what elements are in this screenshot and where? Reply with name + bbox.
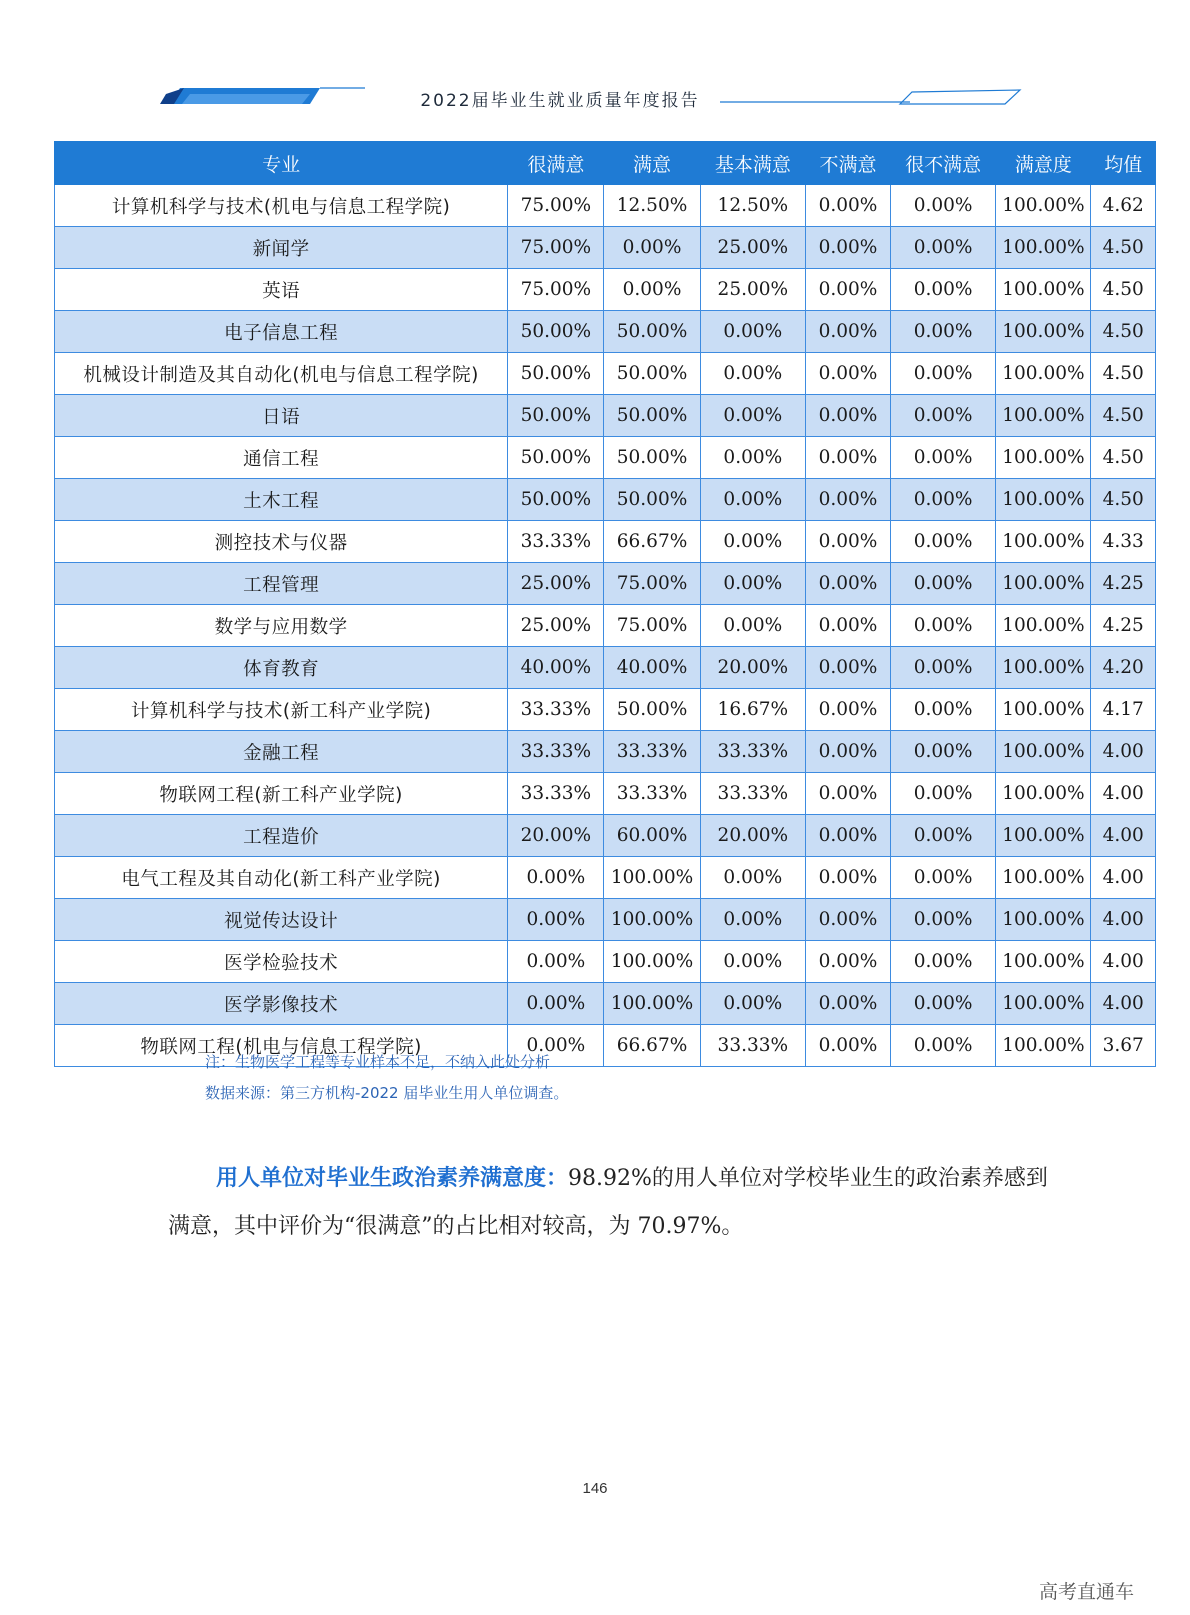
value-cell: 0.00% <box>508 857 604 899</box>
major-cell: 数学与应用数学 <box>55 605 508 647</box>
major-cell: 医学影像技术 <box>55 983 508 1025</box>
sample-note: 注：生物医学工程等专业样本不足，不纳入此处分析 <box>205 1053 551 1071</box>
value-cell: 4.50 <box>1091 227 1156 269</box>
table-row <box>55 605 1156 647</box>
value-cell: 0.00% <box>890 479 995 521</box>
table-row <box>55 689 1156 731</box>
value-cell: 0.00% <box>890 521 995 563</box>
value-cell: 20.00% <box>700 815 805 857</box>
value-cell: 100.00% <box>996 815 1091 857</box>
value-cell: 20.00% <box>508 815 604 857</box>
value-cell: 0.00% <box>700 899 805 941</box>
value-cell: 0.00% <box>806 899 891 941</box>
value-cell: 0.00% <box>806 227 891 269</box>
value-cell: 0.00% <box>700 311 805 353</box>
value-cell: 33.33% <box>700 773 805 815</box>
major-cell: 体育教育 <box>55 647 508 689</box>
value-cell: 100.00% <box>996 731 1091 773</box>
value-cell: 4.50 <box>1091 311 1156 353</box>
value-cell: 50.00% <box>604 689 700 731</box>
value-cell: 0.00% <box>890 395 995 437</box>
value-cell: 100.00% <box>996 773 1091 815</box>
table-row <box>55 311 1156 353</box>
table-notes <box>205 1047 568 1109</box>
value-cell: 4.50 <box>1091 437 1156 479</box>
table-row <box>55 899 1156 941</box>
value-cell: 4.00 <box>1091 857 1156 899</box>
report-title: 2022届毕业生就业质量年度报告 <box>420 91 700 111</box>
value-cell: 100.00% <box>604 899 700 941</box>
value-cell: 0.00% <box>806 395 891 437</box>
major-cell: 土木工程 <box>55 479 508 521</box>
value-cell: 50.00% <box>508 437 604 479</box>
value-cell: 0.00% <box>700 605 805 647</box>
value-cell: 4.50 <box>1091 479 1156 521</box>
value-cell: 75.00% <box>508 185 604 227</box>
value-cell: 0.00% <box>890 563 995 605</box>
value-cell: 4.50 <box>1091 353 1156 395</box>
value-cell: 100.00% <box>996 521 1091 563</box>
table-row <box>55 773 1156 815</box>
value-cell: 4.50 <box>1091 269 1156 311</box>
value-cell: 0.00% <box>806 1025 891 1067</box>
value-cell: 0.00% <box>806 353 891 395</box>
value-cell: 100.00% <box>996 353 1091 395</box>
value-cell: 100.00% <box>996 479 1091 521</box>
value-cell: 100.00% <box>996 689 1091 731</box>
table-row <box>55 437 1156 479</box>
value-cell: 0.00% <box>508 1025 604 1067</box>
value-cell: 4.33 <box>1091 521 1156 563</box>
value-cell: 50.00% <box>508 479 604 521</box>
value-cell: 0.00% <box>700 521 805 563</box>
value-cell: 0.00% <box>806 857 891 899</box>
major-cell: 英语 <box>55 269 508 311</box>
value-cell: 12.50% <box>700 185 805 227</box>
table-row <box>55 647 1156 689</box>
major-cell: 物联网工程(机电与信息工程学院) <box>55 1025 508 1067</box>
value-cell: 4.00 <box>1091 731 1156 773</box>
value-cell: 4.17 <box>1091 689 1156 731</box>
value-cell: 100.00% <box>996 269 1091 311</box>
table-row <box>55 815 1156 857</box>
value-cell: 0.00% <box>700 479 805 521</box>
value-cell: 0.00% <box>604 227 700 269</box>
col-header-dissatisfied: 不满意 <box>806 142 891 185</box>
value-cell: 0.00% <box>890 227 995 269</box>
value-cell: 25.00% <box>700 269 805 311</box>
value-cell: 0.00% <box>890 647 995 689</box>
value-cell: 0.00% <box>700 437 805 479</box>
value-cell: 75.00% <box>508 269 604 311</box>
table-row <box>55 269 1156 311</box>
major-cell: 电气工程及其自动化(新工科产业学院) <box>55 857 508 899</box>
value-cell: 0.00% <box>890 773 995 815</box>
value-cell: 100.00% <box>996 563 1091 605</box>
value-cell: 0.00% <box>508 941 604 983</box>
value-cell: 0.00% <box>700 857 805 899</box>
value-cell: 66.67% <box>604 521 700 563</box>
paragraph-lead: 用人单位对毕业生政治素养满意度： <box>216 1166 569 1191</box>
value-cell: 0.00% <box>806 269 891 311</box>
col-header-satisfied: 满意 <box>604 142 700 185</box>
value-cell: 33.33% <box>508 773 604 815</box>
value-cell: 100.00% <box>996 605 1091 647</box>
value-cell: 25.00% <box>508 605 604 647</box>
value-cell: 100.00% <box>996 437 1091 479</box>
value-cell: 100.00% <box>996 227 1091 269</box>
value-cell: 0.00% <box>806 647 891 689</box>
value-cell: 0.00% <box>700 353 805 395</box>
value-cell: 0.00% <box>806 941 891 983</box>
value-cell: 50.00% <box>604 311 700 353</box>
value-cell: 0.00% <box>890 185 995 227</box>
value-cell: 0.00% <box>890 899 995 941</box>
table-row <box>55 941 1156 983</box>
value-cell: 0.00% <box>806 563 891 605</box>
major-cell: 医学检验技术 <box>55 941 508 983</box>
value-cell: 0.00% <box>890 1025 995 1067</box>
value-cell: 0.00% <box>890 815 995 857</box>
value-cell: 100.00% <box>996 941 1091 983</box>
value-cell: 75.00% <box>604 605 700 647</box>
value-cell: 75.00% <box>508 227 604 269</box>
value-cell: 0.00% <box>700 983 805 1025</box>
major-cell: 工程造价 <box>55 815 508 857</box>
watermark: 高考直通车 <box>1038 1581 1134 1603</box>
value-cell: 0.00% <box>890 353 995 395</box>
value-cell: 0.00% <box>806 605 891 647</box>
value-cell: 0.00% <box>700 395 805 437</box>
value-cell: 4.20 <box>1091 647 1156 689</box>
major-cell: 机械设计制造及其自动化(机电与信息工程学院) <box>55 353 508 395</box>
value-cell: 40.00% <box>604 647 700 689</box>
value-cell: 75.00% <box>604 563 700 605</box>
major-cell: 视觉传达设计 <box>55 899 508 941</box>
col-header-satisfaction-rate: 满意度 <box>996 142 1091 185</box>
value-cell: 50.00% <box>508 311 604 353</box>
major-cell: 电子信息工程 <box>55 311 508 353</box>
value-cell: 4.00 <box>1091 815 1156 857</box>
major-cell: 金融工程 <box>55 731 508 773</box>
value-cell: 4.50 <box>1091 395 1156 437</box>
major-cell: 计算机科学与技术(新工科产业学院) <box>55 689 508 731</box>
table-row <box>55 395 1156 437</box>
value-cell: 50.00% <box>604 395 700 437</box>
table-body <box>55 185 1156 1067</box>
value-cell: 0.00% <box>806 773 891 815</box>
value-cell: 0.00% <box>890 731 995 773</box>
value-cell: 4.25 <box>1091 605 1156 647</box>
value-cell: 4.62 <box>1091 185 1156 227</box>
satisfaction-table <box>54 141 1156 1067</box>
value-cell: 33.33% <box>508 689 604 731</box>
table-row <box>55 521 1156 563</box>
table-row <box>55 227 1156 269</box>
value-cell: 0.00% <box>806 983 891 1025</box>
value-cell: 50.00% <box>604 479 700 521</box>
value-cell: 100.00% <box>604 941 700 983</box>
value-cell: 100.00% <box>996 395 1091 437</box>
value-cell: 0.00% <box>508 899 604 941</box>
value-cell: 0.00% <box>890 857 995 899</box>
value-cell: 0.00% <box>890 437 995 479</box>
value-cell: 100.00% <box>996 899 1091 941</box>
value-cell: 0.00% <box>890 689 995 731</box>
value-cell: 4.00 <box>1091 899 1156 941</box>
value-cell: 50.00% <box>508 353 604 395</box>
table-row <box>55 731 1156 773</box>
major-cell: 新闻学 <box>55 227 508 269</box>
value-cell: 0.00% <box>890 941 995 983</box>
value-cell: 100.00% <box>996 983 1091 1025</box>
value-cell: 100.00% <box>604 857 700 899</box>
value-cell: 0.00% <box>806 437 891 479</box>
value-cell: 4.00 <box>1091 941 1156 983</box>
major-cell: 计算机科学与技术(机电与信息工程学院) <box>55 185 508 227</box>
value-cell: 0.00% <box>700 563 805 605</box>
value-cell: 40.00% <box>508 647 604 689</box>
value-cell: 12.50% <box>604 185 700 227</box>
table-row <box>55 983 1156 1025</box>
value-cell: 0.00% <box>890 605 995 647</box>
value-cell: 0.00% <box>806 185 891 227</box>
value-cell: 4.00 <box>1091 983 1156 1025</box>
table-row <box>55 857 1156 899</box>
col-header-major: 专业 <box>55 142 508 185</box>
value-cell: 33.33% <box>700 1025 805 1067</box>
major-cell: 工程管理 <box>55 563 508 605</box>
value-cell: 25.00% <box>508 563 604 605</box>
value-cell: 33.33% <box>508 731 604 773</box>
paragraph-text: 98.92%的用人单位对学校毕业生的政治素养感到满意，其中评价为“很满意”的占比相对较高，为 70.97%。 <box>168 1166 1048 1239</box>
value-cell: 4.00 <box>1091 773 1156 815</box>
value-cell: 0.00% <box>890 983 995 1025</box>
value-cell: 0.00% <box>806 815 891 857</box>
value-cell: 50.00% <box>604 437 700 479</box>
page-number: 146 <box>582 1480 608 1497</box>
table-row <box>55 563 1156 605</box>
value-cell: 100.00% <box>604 983 700 1025</box>
value-cell: 0.00% <box>508 983 604 1025</box>
col-header-very-dissatisfied: 很不满意 <box>890 142 995 185</box>
value-cell: 25.00% <box>700 227 805 269</box>
col-header-very-satisfied: 很满意 <box>508 142 604 185</box>
value-cell: 33.33% <box>604 731 700 773</box>
value-cell: 0.00% <box>890 311 995 353</box>
value-cell: 4.25 <box>1091 563 1156 605</box>
value-cell: 0.00% <box>806 311 891 353</box>
value-cell: 3.67 <box>1091 1025 1156 1067</box>
page-header <box>160 74 1030 120</box>
col-header-basically-satisfied: 基本满意 <box>700 142 805 185</box>
value-cell: 100.00% <box>996 857 1091 899</box>
value-cell: 20.00% <box>700 647 805 689</box>
value-cell: 0.00% <box>806 521 891 563</box>
value-cell: 100.00% <box>996 647 1091 689</box>
table-header-row <box>55 142 1156 185</box>
value-cell: 33.33% <box>700 731 805 773</box>
col-header-mean: 均值 <box>1091 142 1156 185</box>
table-row <box>55 185 1156 227</box>
value-cell: 100.00% <box>996 311 1091 353</box>
table-row <box>55 353 1156 395</box>
major-cell: 物联网工程(新工科产业学院) <box>55 773 508 815</box>
major-cell: 通信工程 <box>55 437 508 479</box>
value-cell: 50.00% <box>604 353 700 395</box>
value-cell: 0.00% <box>806 479 891 521</box>
value-cell: 50.00% <box>508 395 604 437</box>
body-paragraph <box>168 1155 1048 1251</box>
value-cell: 60.00% <box>604 815 700 857</box>
major-cell: 日语 <box>55 395 508 437</box>
value-cell: 66.67% <box>604 1025 700 1067</box>
value-cell: 0.00% <box>604 269 700 311</box>
value-cell: 0.00% <box>890 269 995 311</box>
value-cell: 0.00% <box>806 731 891 773</box>
value-cell: 33.33% <box>604 773 700 815</box>
data-source-note: 数据来源：第三方机构-2022 届毕业生用人单位调查。 <box>205 1084 569 1102</box>
value-cell: 0.00% <box>700 941 805 983</box>
value-cell: 0.00% <box>806 689 891 731</box>
value-cell: 33.33% <box>508 521 604 563</box>
major-cell: 测控技术与仪器 <box>55 521 508 563</box>
value-cell: 100.00% <box>996 185 1091 227</box>
table-row <box>55 479 1156 521</box>
value-cell: 16.67% <box>700 689 805 731</box>
value-cell: 100.00% <box>996 1025 1091 1067</box>
